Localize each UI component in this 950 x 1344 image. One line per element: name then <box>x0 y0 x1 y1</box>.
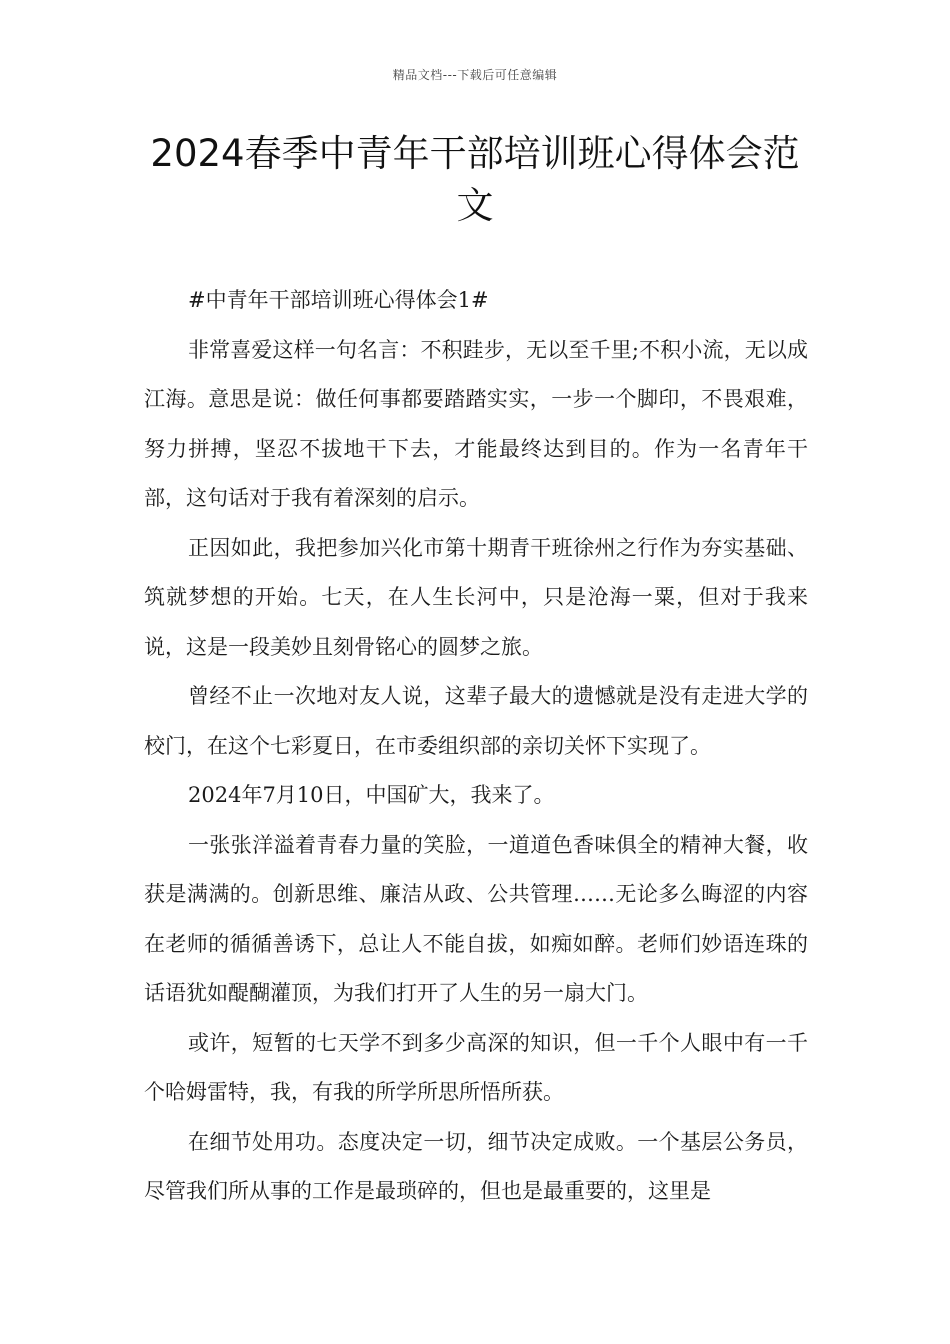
document-title: 2024春季中青年干部培训班心得体会范文 <box>150 132 800 227</box>
paragraph: 曾经不止一次地对友人说，这辈子最大的遗憾就是没有走进大学的校门，在这个七彩夏日，在市委组织部的亲切关怀下实现了。 <box>144 684 808 758</box>
paragraph: 一张张洋溢着青春力量的笑脸，一道道色香味俱全的精神大餐，收获是满满的。创新思维、廉洁从政、公共管理……无论多么晦涩的内容在老师的循循善诱下，总让人不能自拔，如痴如醉。老师们妙语连珠的话语犹如醍醐灌顶，为我们打开了人生的另一扇大门。 <box>144 832 808 1005</box>
paragraph: 正因如此，我把参加兴化市第十期青干班徐州之行作为夯实基础、筑就梦想的开始。七天，在人生长河中，只是沧海一粟，但对于我来说，这是一段美妙且刻骨铭心的圆梦之旅。 <box>144 535 808 659</box>
paragraph: 在细节处用功。态度决定一切，细节决定成败。一个基层公务员，尽管我们所从事的工作是最琐碎的，但也是最重要的，这里是 <box>144 1129 808 1203</box>
header-note: 精品文档---下载后可任意编辑 <box>392 68 558 82</box>
paragraph: 或许，短暂的七天学不到多少高深的知识，但一千个人眼中有一千个哈姆雷特，我，有我的所学所思所悟所获。 <box>144 1030 808 1104</box>
section-heading: #中青年干部培训班心得体会1# <box>188 288 489 312</box>
paragraph: 非常喜爱这样一句名言：不积跬步，无以至千里;不积小流，无以成江海。意思是说：做任何事都要踏踏实实，一步一个脚印，不畏艰难，努力拼搏，坚忍不拔地干下去，才能最终达到目的。作为一名青年干部，这句话对于我有着深刻的启示。 <box>144 337 808 510</box>
document-body <box>144 276 808 1217</box>
paragraph: 2024年7月10日，中国矿大，我来了。 <box>188 783 555 807</box>
